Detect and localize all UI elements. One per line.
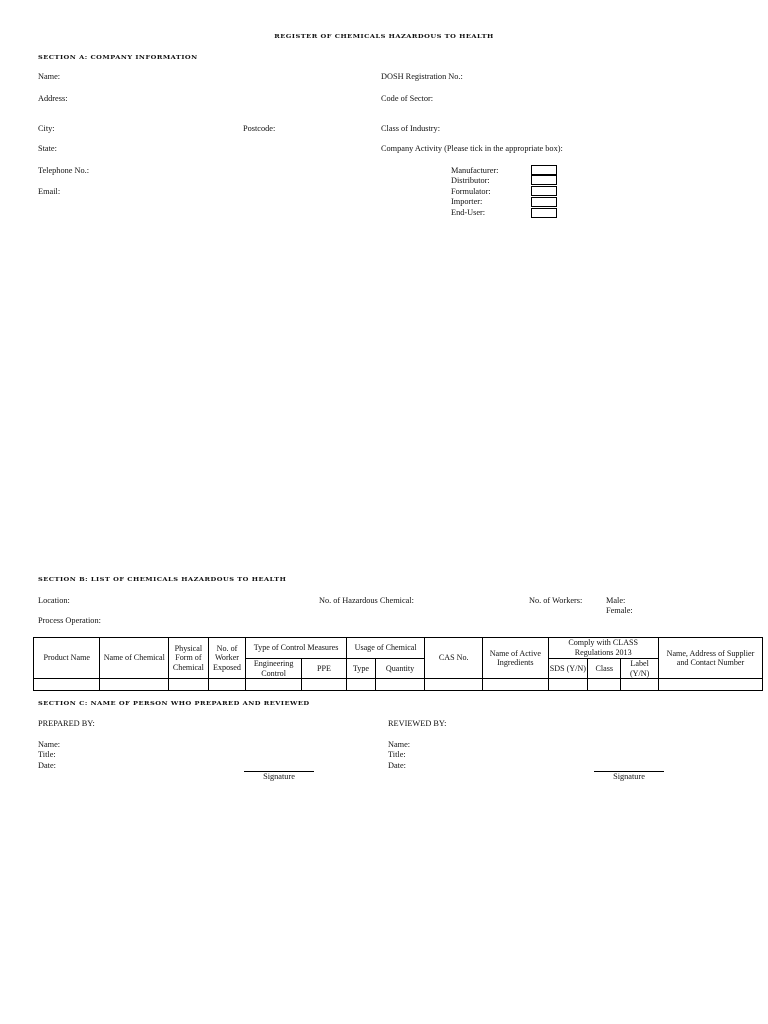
telephone-label: Telephone No.: [38,166,90,175]
header-usage: Usage of Chemical [346,638,424,659]
header-chemical-name: Name of Chemical [100,638,169,679]
dosh-registration-label: DOSH Registration No.: [381,72,463,81]
hazardous-count-label: No. of Hazardous Chemical: [319,596,414,605]
distributor-checkbox[interactable] [531,175,557,185]
table-cell[interactable] [301,679,346,691]
table-cell[interactable] [169,679,209,691]
state-label: State: [38,144,57,153]
header-physical-form: Physical Form of Chemical [169,638,209,679]
table-header-row [34,638,763,659]
header-type: Type [346,659,375,679]
reviewed-title-label: Title: [388,750,406,759]
manufacturer-checkbox[interactable] [531,165,557,175]
prepared-signature-label: Signature [263,772,295,781]
table-cell[interactable] [375,679,424,691]
header-supplier: Name, Address of Supplier and Contact Number [658,638,762,679]
industry-class-label: Class of Industry: [381,124,440,133]
sector-code-label: Code of Sector: [381,94,434,103]
female-label: Female: [606,606,633,615]
table-cell[interactable] [34,679,100,691]
header-ppe: PPE [301,659,346,679]
email-label: Email: [38,187,61,196]
formulator-checkbox[interactable] [531,186,557,196]
activity-formulator-label: Formulator: [451,187,491,196]
section-b-heading: SECTION B: LIST OF CHEMICALS HAZARDOUS TO HEALTH [38,575,287,583]
prepared-by-label: PREPARED BY: [38,719,95,728]
reviewed-by-label: REVIEWED BY: [388,719,447,728]
activity-end-user-label: End-User: [451,208,486,217]
workers-count-label: No. of Workers: [529,596,583,605]
table-cell[interactable] [100,679,169,691]
table-cell[interactable] [658,679,762,691]
section-c-heading: SECTION C: NAME OF PERSON WHO PREPARED AND REVIEWED [38,699,310,707]
table-cell[interactable] [588,679,621,691]
location-label: Location: [38,596,70,605]
importer-checkbox[interactable] [531,197,557,207]
postcode-label: Postcode: [243,124,276,133]
chemicals-table [33,637,763,691]
activity-distributor-label: Distributor: [451,176,490,185]
male-label: Male: [606,596,626,605]
process-operation-label: Process Operation: [38,616,101,625]
prepared-date-label: Date: [38,761,56,770]
end-user-checkbox[interactable] [531,208,557,218]
table-row[interactable] [34,679,763,691]
table-cell[interactable] [208,679,246,691]
header-active-ingredients: Name of Active Ingredients [483,638,548,679]
reviewed-date-label: Date: [388,761,406,770]
header-product-name: Product Name [34,638,100,679]
address-label: Address: [38,94,68,103]
header-quantity: Quantity [375,659,424,679]
section-a-heading: SECTION A: COMPANY INFORMATION [38,53,198,61]
table-cell[interactable] [621,679,659,691]
header-class-regulations: Comply with CLASS Regulations 2013 [548,638,658,659]
table-cell[interactable] [548,679,588,691]
document-title: REGISTER OF CHEMICALS HAZARDOUS TO HEALTH [274,32,494,40]
header-workers-exposed: No. of Worker Exposed [208,638,246,679]
activity-importer-label: Importer: [451,197,483,206]
prepared-title-label: Title: [38,750,56,759]
header-control-measures: Type of Control Measures [246,638,347,659]
header-class: Class [588,659,621,679]
table-cell[interactable] [246,679,302,691]
prepared-name-label: Name: [38,740,61,749]
header-engineering-control: Engineering Control [246,659,302,679]
header-label: Label (Y/N) [621,659,659,679]
reviewed-signature-label: Signature [613,772,645,781]
reviewed-name-label: Name: [388,740,411,749]
header-cas-no: CAS No. [425,638,483,679]
table-cell[interactable] [425,679,483,691]
table-cell[interactable] [346,679,375,691]
city-label: City: [38,124,55,133]
table-cell[interactable] [483,679,548,691]
header-sds: SDS (Y/N) [548,659,588,679]
activity-manufacturer-label: Manufacturer: [451,166,499,175]
company-activity-label: Company Activity (Please tick in the appropriate box): [381,144,563,153]
name-label: Name: [38,72,61,81]
